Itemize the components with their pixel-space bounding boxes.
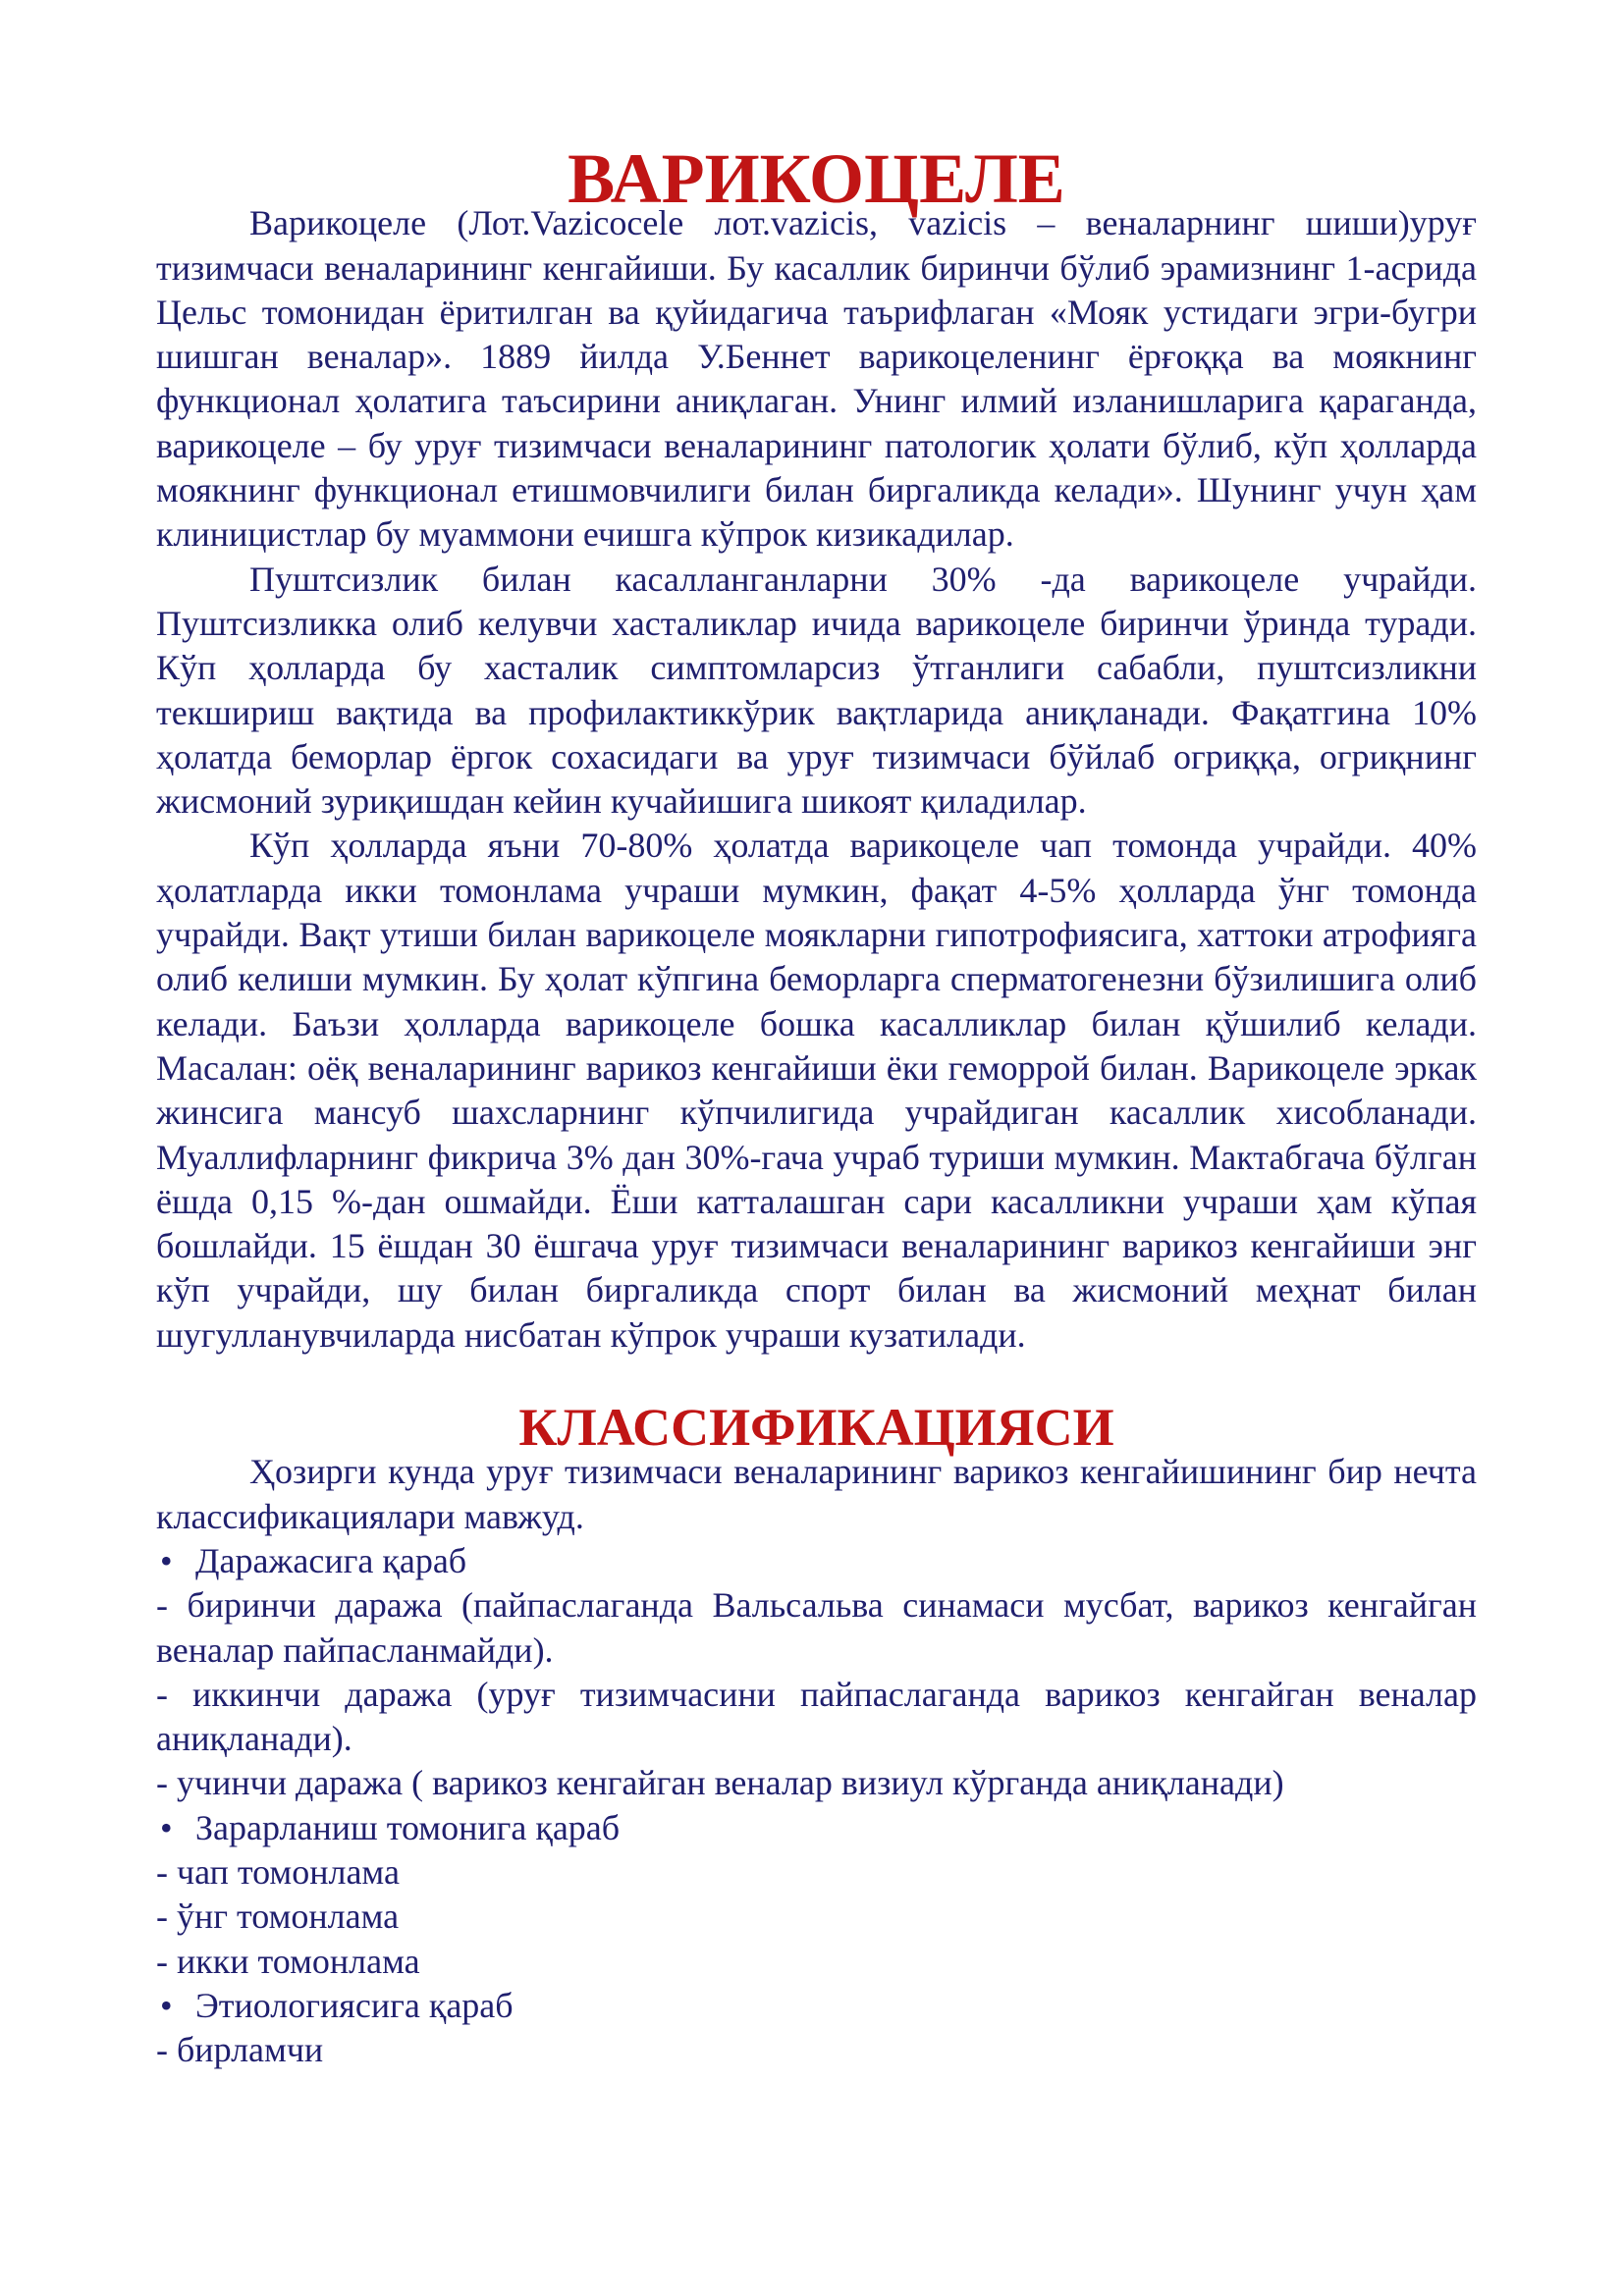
list-item-side-right: - ўнг томонлама: [156, 1896, 400, 1937]
bullet-icon: •: [160, 1807, 173, 1847]
bullet-label: Даражасига қараб: [195, 1540, 467, 1580]
list-item-side-both: - икки томонлама: [156, 1941, 420, 1981]
section-title-classification: КЛАССИФИКАЦИЯСИ: [518, 1398, 1114, 1458]
list-item-degree-2: - иккинчи даража (уруғ тизимчасини пайпаслаганда варикоз кенгайган веналар аниқланади).: [156, 1674, 1477, 1759]
paragraph-1: Варикоцеле (Лот.Vazicocele лот.vazicis, vazicis – веналарнинг шиши)уруғ тизимчаси веналарининг кенгайиши. Бу касаллик биринчи бўлиб эрамизнинг 1-асрида Цельс томонидан ёритилган ва қуйидагича таърифлаган «Мояк устидаги эгри-бугри шишган веналар». 1889 йилда У.Беннет варикоцеленинг ёрғоққа ва моякнинг функционал ҳолатига таъсирини аниқлаган. Унинг илмий изланишларига қараганда, варикоцеле – бу уруғ тизимчаси веналарининг патологик ҳолати бўлиб, кўп ҳолларда моякнинг функционал етишмовчилиги билан биргаликда келади». Шунинг учун ҳам клиницистлар бу муаммони ечишга кўпрок кизикадилар.: [156, 203, 1477, 555]
list-item-degree-3: - учинчи даража ( варикоз кенгайган веналар визиул кўрганда аниқланади): [156, 1763, 1284, 1803]
list-item-side-left: - чап томонлама: [156, 1851, 400, 1892]
document-title: ВАРИКОЦЕЛЕ: [568, 139, 1065, 218]
bullet-icon: •: [160, 1985, 173, 2025]
document-page: [156, 139, 1477, 2072]
bullet-icon: •: [160, 1540, 173, 1580]
list-item-degree-1: - биринчи даража (пайпаслаганда Вальсальва синамаси мусбат, варикоз кенгайган веналар пайпасланмайди).: [156, 1585, 1477, 1670]
paragraph-2: Пуштсизлик билан касалланганларни 30% -да варикоцеле учрайди. Пуштсизликка олиб келувчи хасталиклар ичида варикоцеле биринчи ўринда туради. Кўп ҳолларда бу хасталик симптомларсиз ўтганлиги сабабли, пуштсизликни текшириш вақтида ва профилактиккўрик вақтларида аниқланади. Фақатгина 10% ҳолатда беморлар ёргок сохасидаги ва уруғ тизимчаси бўйлаб огриққа, огриқнинг жисмоний зуриқишдан кейин кучайишига шикоят қиладилар.: [156, 559, 1477, 822]
bullet-label: Этиологиясига қараб: [195, 1985, 514, 2025]
list-item-etiology-primary: - бирламчи: [156, 2030, 324, 2070]
bullet-item-etiology: [156, 1984, 1477, 2028]
bullet-label: Зарарланиш томонига қараб: [195, 1807, 621, 1847]
classification-intro: Ҳозирги кунда уруғ тизимчаси веналарининг варикоз кенгайишининг бир нечта классификациялари мавжуд.: [156, 1452, 1477, 1536]
paragraph-3: Кўп ҳолларда яъни 70-80% ҳолатда варикоцеле чап томонда учрайди. 40% ҳолатларда икки томонлама учраши мумкин, фақат 4-5% ҳолларда ўнг томонда учрайди. Вақт утиши билан варикоцеле моякларни гипотрофиясига, хаттоки атрофияга олиб келиши мумкин. Бу ҳолат кўпгина беморларга сперматогенезни бўзилишига олиб келади. Баъзи ҳолларда варикоцеле бошка касалликлар билан қўшилиб келади. Масалан: оёқ веналарининг варикоз кенгайиши ёки геморрой билан. Варикоцеле эркак жинсига мансуб шахсларнинг кўпчилигида учрайдиган касаллик хисобланади. Муаллифларнинг фикрича 3% дан 30%-гача учраб туриши мумкин. Мактабгача бўлган ёшда 0,15 %-дан ошмайди. Ёши катталашган сари касалликни учраши ҳам кўпая бошлайди. 15 ёшдан 30 ёшгача уруғ тизимчаси веналарининг варикоз кенгайиши энг кўп учрайди, шу билан биргаликда спорт билан ва жисмоний меҳнат билан шугулланувчиларда нисбатан кўпрок учраши кузатилади.: [156, 826, 1477, 1355]
bullet-item-degree: [156, 1539, 1477, 1583]
bullet-item-side: [156, 1806, 1477, 1850]
